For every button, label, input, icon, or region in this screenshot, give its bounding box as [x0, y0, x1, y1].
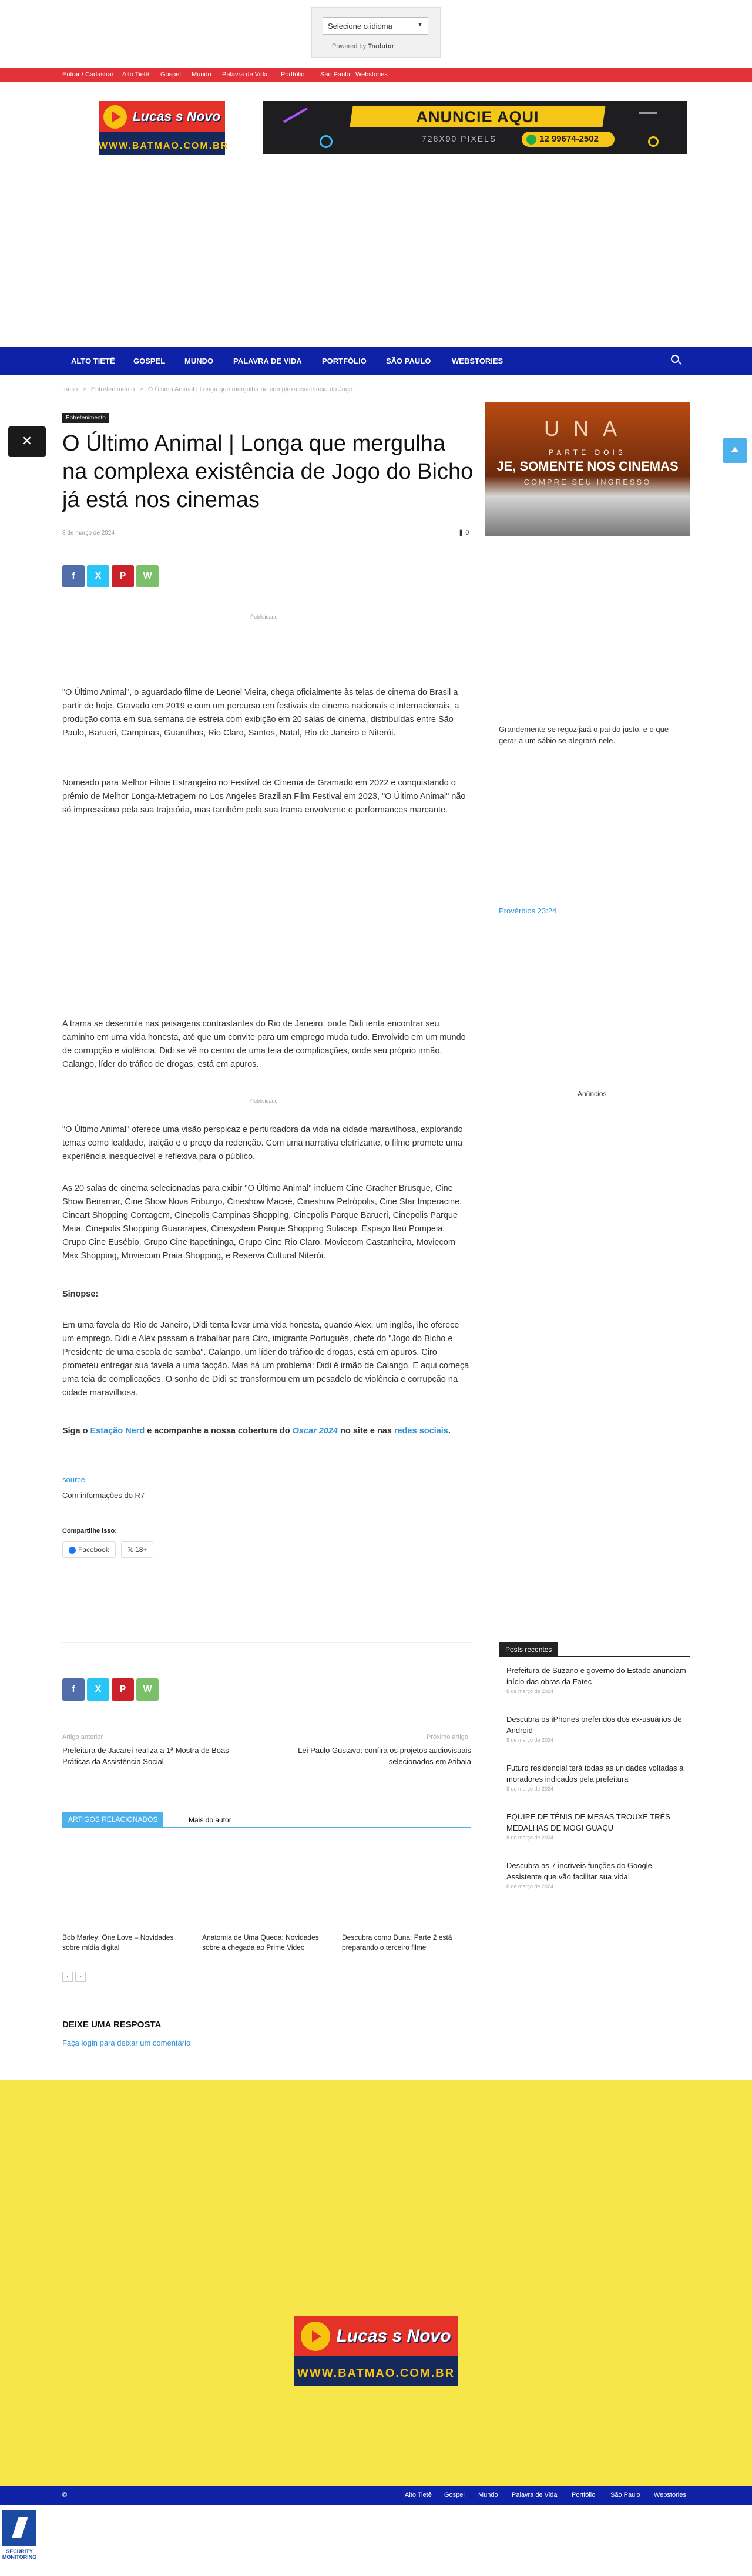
recent-post-date: 8 de março de 2024 [506, 1786, 554, 1792]
top-bar [0, 68, 752, 82]
nav-portfolio[interactable]: PORTFÓLIO [322, 357, 367, 365]
breadcrumb-category[interactable]: Entretenimento [90, 386, 135, 393]
topbar-link[interactable]: Webstories [355, 71, 388, 78]
nav-gospel[interactable]: GOSPEL [133, 357, 166, 365]
topbar-link[interactable]: Alto Tietê [122, 71, 149, 78]
recent-post[interactable]: EQUIPE DE TÊNIS DE MESAS TROUXE TRÊS MEDALHAS DE MOGI GUAÇU [506, 1812, 670, 1832]
topbar-link[interactable]: Palavra de Vida [222, 71, 268, 78]
ad-phone: 12 99674-2502 [522, 132, 615, 147]
share-pinterest-button[interactable]: P [112, 1678, 134, 1701]
topbar-link[interactable]: Mundo [192, 71, 212, 78]
ads-label: Anúncios [578, 1090, 607, 1098]
x-icon: 𝕏 [127, 1546, 136, 1554]
article-paragraph: A trama se desenrola nas paisagens contrastantes do Rio de Janeiro, onde Didi tenta encontrar seu caminho em uma vida honesta, até que um convite para um emprego muda tudo. Envolvido em um mundo de corrupção e violência, Didi se vê no centro de uma teia de complicações, onde seu próprio irmão, Calango, líder do tráfico de drogas, está em apuros. [62, 1019, 466, 1069]
footer-link[interactable]: São Paulo [610, 2491, 640, 2498]
nav-mundo[interactable]: MUNDO [184, 357, 214, 365]
share-whatsapp-button[interactable]: W [136, 1678, 159, 1701]
recent-post-date: 8 de março de 2024 [506, 1883, 554, 1889]
category-tag[interactable]: Entretenimento [62, 413, 109, 423]
reply-heading: DEIXE UMA RESPOSTA [62, 2020, 162, 2030]
topbar-link[interactable]: São Paulo [320, 71, 350, 78]
social-link[interactable]: redes sociais [394, 1426, 448, 1436]
search-icon[interactable] [671, 355, 679, 363]
powered-by: Powered by Tradutor [332, 43, 394, 50]
estacao-nerd-link[interactable]: Estação Nerd [90, 1426, 145, 1436]
facebook-share-button[interactable]: Facebook [62, 1541, 116, 1558]
login-to-comment-link[interactable]: Faça login para deixar um comentário [62, 2038, 191, 2047]
tab-more-from-author[interactable]: Mais do autor [189, 1816, 231, 1824]
next-label: Próximo artigo [427, 1734, 468, 1741]
security-badge[interactable]: SECURITY MONITORING [0, 2506, 39, 2576]
nav-alto-tiete[interactable]: ALTO TIETÊ [71, 357, 115, 365]
ad-label: Publicidade [250, 1098, 278, 1104]
bottom-bar [0, 2486, 752, 2505]
close-icon[interactable]: ✕ [8, 426, 46, 457]
x-share-button[interactable]: 𝕏 18+ [121, 1541, 153, 1558]
nav-sao-paulo[interactable]: SÃO PAULO [386, 357, 431, 365]
recent-post[interactable]: Prefeitura de Suzano e governo do Estado anunciam início das obras da Fatec [506, 1666, 686, 1686]
recent-post-date: 8 de março de 2024 [506, 1737, 554, 1743]
oscar-link[interactable]: Oscar 2024 [292, 1426, 338, 1436]
article-paragraph: Em uma favela do Rio de Janeiro, Didi tenta levar uma vida honesta, quando Alex, um inglês, lhe oferece um emprego. Didi e Alex passam a trabalhar para Ciro, imigrante Português, chefe do "Jogo do Bicho e Presidente de uma escola de samba". Calango, um líder do tráfico de drogas, está em apuros. Ciro prometeu entregar sua favela a uma facção. Mas há um problema: Didi é irmão de Calango. E aqui começa uma teia de complicações. O sonho de Didi se transformou em um pesadelo de violência e corrupção na cidade maravilhosa. [62, 1321, 469, 1398]
article-paragraph: "O Último Animal", o aguardado filme de Leonel Vieira, chega oficialmente às telas de cinema do Brasil a partir de hoje. Gravado em 2019 e com um percurso em festivais de cinema nacionais e internacionais, a produção conta em sua semana de estreia com exibição em 20 salas de cinema, distribuídas entre São Paulo, Barueri, Campinas, Guarulhos, Rio Claro, Santos, Natal, Rio de Janeiro e Niterói. [62, 688, 459, 738]
breadcrumb-home[interactable]: Início [62, 386, 78, 393]
bible-quote-reference[interactable]: Provérbios 23:24 [499, 906, 557, 915]
follow-paragraph: Siga o Estação Nerd e acompanhe a nossa cobertura do Oscar 2024 no site e nas redes sociais. [62, 1426, 451, 1436]
play-icon [103, 105, 127, 129]
article-paragraph: Nomeado para Melhor Filme Estrangeiro no Festival de Cinema de Gramado em 2022 e conquistando o prêmio de Melhor Longa-Metragem no Los Angeles Brazilian Film Festival em 2023, "O Último Animal" não só impressiona pela sua trajetória, mas também pela sua trama envolvente e performances marcante. [62, 778, 466, 815]
recent-post[interactable]: Descubra os iPhones preferidos dos ex-usuários de Android [506, 1715, 682, 1735]
share-heading: Compartilhe isso: [62, 1527, 117, 1534]
nav-webstories[interactable]: WEBSTORIES [452, 357, 503, 365]
article-paragraph: As 20 salas de cinema selecionadas para exibir "O Último Animal" incluem Cine Gracher Brusque, Cine Show Beiramar, Cine Show Nova Friburgo, Cineshow Macaé, Cineshow Petrópolis, Cine Star Imperacine, Cineart Shopping Contagem, Cinepolis Campinas Shopping, Cinepolis Parque Barueri, Cinepolis Parque Maia, Cinepolis Shopping Guararapes, Cinesystem Parque Shopping Sulacap, Espaço Itaú Pompeia, Grupo Cine Eusébio, Grupo Cine Itapetininga, Grupo Cine Rio Claro, Moviecom Castanheira, Moviecom Max Shopping, Moviecom Praia Shopping, e Reserva Cultural Niterói. [62, 1184, 462, 1261]
article-paragraph: "O Último Animal" oferece uma visão perspicaz e perturbadora da vida na cidade maravilhosa, explorando temas como lealdade, traição e o preço da redenção. Com uma narrativa eletrizante, o filme promete uma experiência inesquecível e reflexiva para o público. [62, 1125, 463, 1161]
footer-link[interactable]: Portfólio [572, 2491, 596, 2498]
scroll-top-button[interactable] [723, 438, 747, 463]
related-article[interactable]: Anatomia de Uma Queda: Novidades sobre a chegada ao Prime Video [202, 1933, 319, 1952]
prev-page-button[interactable]: ‹ [62, 1972, 73, 1982]
prev-label: Artigo anterior [62, 1734, 103, 1741]
sidebar-movie-ad[interactable]: UNA PARTE DOIS JE, SOMENTE NOS CINEMAS COMPRE SEU INGRESSO [485, 402, 690, 536]
ad-title: ANUNCIE AQUI [416, 108, 539, 126]
footer-link[interactable]: Gospel [444, 2491, 465, 2498]
source-link[interactable]: source [62, 1475, 86, 1484]
site-logo[interactable]: Lucas s Novo WWW.BATMAO.COM.BR [99, 101, 225, 155]
breadcrumb: Início > Entretenimento > O Último Animal | Longa que mergulha na complexa existência do Jogo... [62, 386, 358, 393]
ad-label: Publicidade [250, 614, 278, 620]
next-article-link[interactable]: Lei Paulo Gustavo: confira os projetos audiovisuais selecionados em Atibaia [298, 1746, 471, 1766]
header-ad-banner[interactable] [263, 101, 687, 154]
footer-link[interactable]: Webstories [654, 2491, 686, 2498]
next-page-button[interactable]: › [75, 1972, 86, 1982]
nav-palavra-de-vida[interactable]: PALAVRA DE VIDA [233, 357, 302, 365]
ad-size: 728X90 PIXELS [422, 134, 497, 143]
share-facebook-button[interactable]: f [62, 565, 85, 587]
comment-count[interactable]: ❚ 0 [458, 529, 469, 536]
page-title: O Último Animal | Longa que mergulha na complexa existência de Jogo do Bicho já está nos cinemas [62, 431, 474, 512]
share-whatsapp-button[interactable]: W [136, 565, 159, 587]
share-facebook-button[interactable]: f [62, 1678, 85, 1701]
share-x-button[interactable]: X [87, 565, 109, 587]
tab-related[interactable]: ARTIGOS RELACIONADOS [62, 1812, 163, 1827]
footer-logo[interactable]: Lucas s Novo WWW.BATMAO.COM.BR [294, 2316, 458, 2386]
comment-icon: ❚ [458, 529, 466, 536]
related-tabs [62, 1812, 471, 1828]
source-info: Com informações do R7 [62, 1491, 145, 1500]
play-icon [301, 2322, 330, 2351]
login-link[interactable]: Entrar / Cadastrar [62, 71, 114, 78]
recent-post-date: 8 de março de 2024 [506, 1835, 554, 1841]
footer-link[interactable]: Palavra de Vida [512, 2491, 558, 2498]
bible-quote: Grandemente se regozijará o pai do justo, e o que gerar a um sábio se alegrará nele. [499, 725, 669, 745]
language-select[interactable]: Selecione o idioma ▼ [323, 17, 428, 35]
topbar-link[interactable]: Portfólio [281, 71, 305, 78]
topbar-link[interactable]: Gospel [160, 71, 181, 78]
whatsapp-icon [526, 135, 536, 145]
chevron-down-icon: ▼ [417, 22, 423, 28]
facebook-icon [69, 1547, 76, 1554]
divider [62, 1642, 471, 1643]
prev-article-link[interactable]: Prefeitura de Jacareí realiza a 1ª Mostra de Boas Práticas da Assistência Social [62, 1746, 229, 1766]
copyright: © [62, 2491, 68, 2498]
footer-link[interactable]: Mundo [478, 2491, 498, 2498]
main-nav [0, 347, 752, 375]
shield-icon [2, 2510, 36, 2546]
recent-post[interactable]: Futuro residencial terá todas as unidades voltadas a moradores indicados pela prefeitura [506, 1764, 684, 1784]
translate-widget [311, 7, 441, 58]
footer-link[interactable]: Alto Tietê [405, 2491, 432, 2498]
recent-post[interactable]: Descubra as 7 incríveis funções do Google Assistente que vão facilitar sua vida! [506, 1861, 652, 1881]
related-article[interactable]: Bob Marley: One Love – Novidades sobre mídia digital [62, 1933, 174, 1952]
section-heading: Sinopse: [62, 1289, 99, 1299]
post-date: 8 de março de 2024 [62, 530, 115, 536]
share-x-button[interactable]: X [87, 1678, 109, 1701]
footer [0, 2080, 752, 2486]
related-article[interactable]: Descubra como Duna: Parte 2 está preparando o terceiro filme [342, 1933, 452, 1952]
recent-post-date: 8 de março de 2024 [506, 1688, 554, 1694]
breadcrumb-current: O Último Animal | Longa que mergulha na complexa existência do Jogo... [147, 386, 358, 393]
recent-posts-header: Posts recentes [499, 1642, 690, 1657]
share-pinterest-button[interactable]: P [112, 565, 134, 587]
